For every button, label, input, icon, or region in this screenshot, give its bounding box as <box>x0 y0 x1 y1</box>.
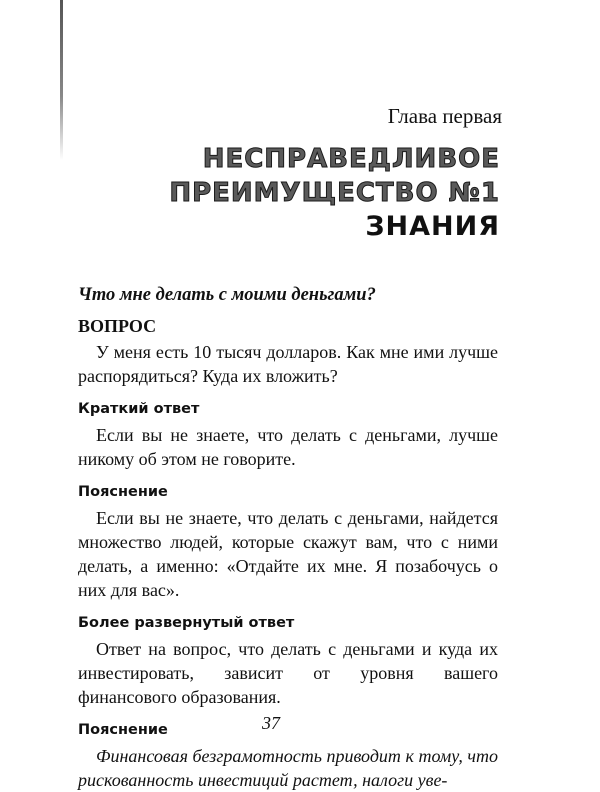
explanation-1-label: Пояснение <box>78 484 168 500</box>
vopros-text: У меня есть 10 тысяч долларов. Как мне ими лучше распорядиться? Куда их вложить? <box>78 342 498 386</box>
chapter-label: Глава первая <box>387 104 502 128</box>
vopros-label: ВОПРОС <box>78 316 157 336</box>
chapter-title-line-2: ПРЕИМУЩЕСТВО №1 <box>169 178 500 208</box>
chapter-title-line-3: ЗНАНИЯ <box>365 211 500 242</box>
explanation-2-label: Пояснение <box>78 722 168 738</box>
explanation-2-text: Финансовая безграмотность приводит к тому, что рискованность инвестиций растет, налоги уве- <box>78 746 498 790</box>
short-answer-text: Если вы не знаете, что делать с деньгами, лучше никому об этом не говорите. <box>78 425 498 469</box>
chapter-title-line-1: НЕСПРАВЕДЛИВОЕ <box>202 144 500 174</box>
extended-answer-label: Более развернутый ответ <box>78 615 295 631</box>
page-spine-shadow <box>60 0 63 160</box>
chapter-title <box>169 142 500 244</box>
extended-answer-text: Ответ на вопрос, что делать с деньгами и куда их инвестировать, зависит от уровня вашего финансового образования. <box>78 639 498 707</box>
page-body <box>78 283 498 792</box>
page-number: 37 <box>262 713 280 733</box>
question-heading: Что мне делать с моими деньгами? <box>78 285 376 305</box>
explanation-1-text: Если вы не знаете, что делать с деньгами, найдется множество людей, которые скажут вам, что с ними делать, а именно: «Отдайте их мне. Я позабочусь о них для вас». <box>78 508 498 600</box>
short-answer-label: Краткий ответ <box>78 401 200 417</box>
